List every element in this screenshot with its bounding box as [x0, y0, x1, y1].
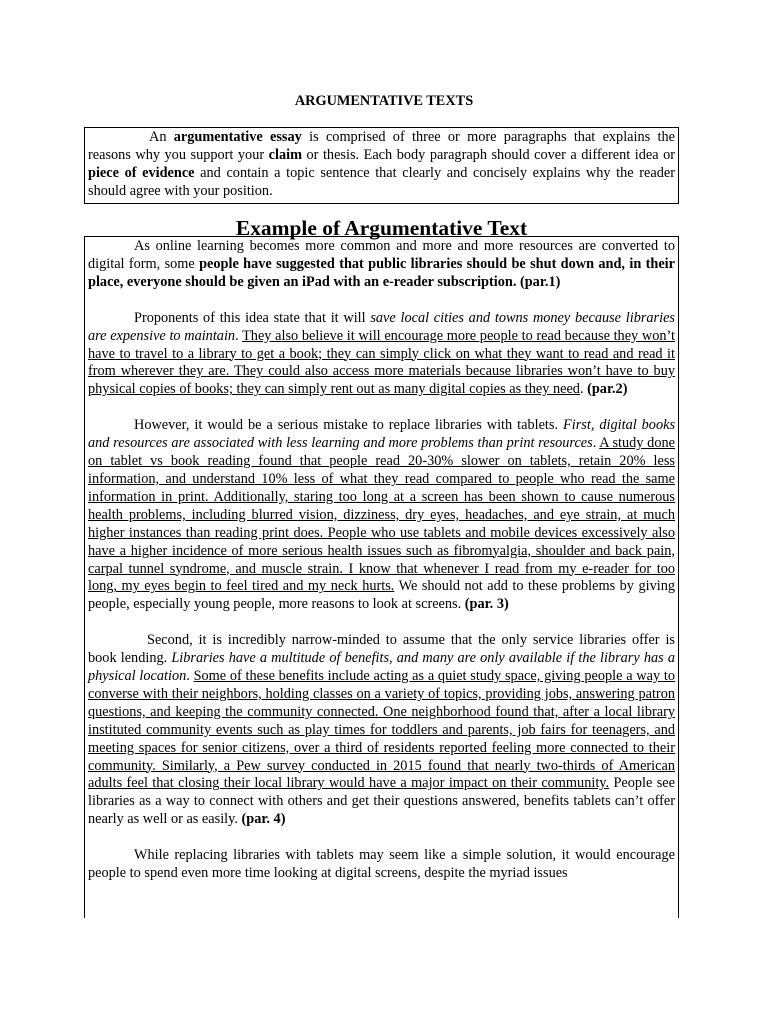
paragraph-text: However, it would be a serious mistake to replace libraries with tablets.	[134, 417, 564, 434]
paragraph-claim-bold: people have suggested that public libraries should be shut down and, in their place, everyone should be given an iPad with an e-reader subscription. (par.1)	[88, 255, 675, 290]
definition-text: is comprised of three or more paragraphs that explains the reasons why you support your	[88, 129, 675, 163]
paragraph-label: (par. 4)	[241, 811, 286, 828]
paragraph-evidence-underlined: A study done on tablet vs book reading found that people read 20-30% slower on tablets, retain 20% less information, and understand 10% less of what they read compared to people who read the same information in print. Additionally, staring too long at a screen has been shown to cause numerous health problems, including blurred vision, dizziness, dry eyes, headaches, and eye strain, at much higher instances than reading print does. People who use tablets and mobile devices excessively also have a higher incidence of more serious health issues such as fibromyalgia, shoulder and back pain, carpal tunnel syndrome, and muscle strain. I know that whenever I read from my e-reader for too long, my eyes begin to feel tired and my neck hurts.	[88, 435, 675, 595]
page-title: ARGUMENTATIVE TEXTS	[294, 93, 474, 109]
paragraph-4	[88, 632, 675, 829]
definition-term-claim: claim	[268, 146, 302, 163]
paragraph-1	[88, 238, 675, 292]
paragraph-text: .	[592, 435, 600, 452]
definition-text: or thesis. Each body paragraph should cover a different idea or	[302, 146, 675, 163]
paragraph-text: As online learning becomes more common and more and more resources are converted to digital form, some	[88, 238, 675, 272]
definition-text: An	[149, 129, 174, 145]
paragraph-text: Second, it is incredibly narrow-minded to assume that the only service libraries offer is book lending.	[88, 632, 675, 667]
definition-term-piece-of-evidence: piece of evidence	[88, 164, 195, 181]
paragraph-evidence-underlined: They also believe it will encourage more people to read because they won’t have to travel to a library to get a book; they can simply click on what they want to read and read it from wherever they are. They could also access more materials because libraries won’t have to buy physical copies of books; they can simply rent out as many digital copies as they need	[88, 327, 675, 398]
paragraph-reason-italic: First, digital books and resources are associated with less learning and more problems than print resources	[88, 417, 676, 452]
example-text-box	[84, 236, 679, 918]
paragraph-label: (par. 3)	[464, 596, 509, 613]
paragraph-text: People see libraries as a way to connect with others and get their questions answered, benefits tablets can’t offer nearly as well or as easily.	[88, 775, 675, 828]
paragraph-text: We should not add to these problems by giving people, especially young people, more reasons to look at screens.	[88, 578, 676, 613]
paragraph-2	[88, 310, 675, 400]
paragraph-3	[88, 417, 675, 614]
paragraph-text: .	[579, 381, 588, 398]
example-heading: Example of Argumentative Text	[235, 216, 528, 240]
definition-box	[84, 127, 679, 204]
paragraph-5	[88, 847, 675, 883]
definition-term-argumentative-essay: argumentative essay	[173, 129, 302, 145]
paragraph-text: .	[186, 668, 194, 685]
paragraph-evidence-underlined: Some of these benefits include acting as a quiet study space, giving people a way to converse with their neighbors, holding classes on a variety of topics, providing jobs, answering patron questions, and keeping the community connected. One neighborhood found that, after a local library instituted community events such as play times for toddlers and parents, job fairs for teenagers, and meeting spaces for senior citizens, over a third of residents reported feeling more connected to their community. Similarly, a Pew survey conducted in 2015 found that nearly two-thirds of American adults feel that closing their local library would have a major impact on their community.	[88, 668, 675, 792]
paragraph-text: Proponents of this idea state that it will	[134, 309, 371, 326]
paragraph-reason-italic: Libraries have a multitude of benefits, and many are only available if the library has a physical location	[88, 650, 675, 685]
paragraph-label: (par.2)	[587, 381, 628, 398]
definition-text: and contain a topic sentence that clearly and concisely explains why the reader should agree with your position.	[88, 164, 675, 199]
paragraph-text: .	[235, 327, 243, 344]
paragraph-reason-italic: save local cities and towns money because libraries are expensive to maintain	[88, 309, 675, 344]
paragraph-text: While replacing libraries with tablets may seem like a simple solution, it would encourage people to spend even more time looking at digital screens, despite the myriad issues	[88, 847, 675, 882]
